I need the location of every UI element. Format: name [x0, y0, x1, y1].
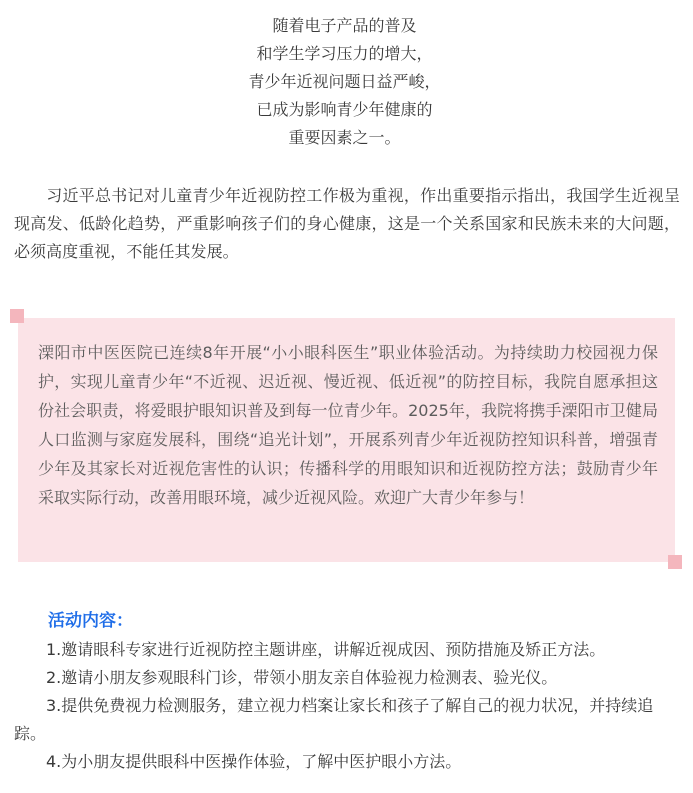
intro-line: 和学生学习压力的增大，: [256, 44, 433, 63]
highlight-box-text: 溧阳市中医医院已连续8年开展“小小眼科医生”职业体验活动。为持续助力校园视力保护，实现儿童青少年“不近视、迟近视、慢近视、低近视”的防控目标，我院自愿承担这份社会职责，将爱眼护眼知识普及到每一位青少年。2025年，我院将携手溧阳市卫健局人口监测与家庭发展科，围绕“追光计划”，开展系列青少年近视防控知识科普，增强青少年及其家长对近视危害性的认识；传播科学的用眼知识和近视防控方法；鼓励青少年采取实际行动，改善用眼环境，减少近视风险。欢迎广大青少年参与！: [38, 343, 658, 507]
body-paragraph-text: 习近平总书记对儿童青少年近视防控工作极为重视，作出重要指示指出，我国学生近视呈现高发、低龄化趋势，严重影响孩子们的身心健康，这是一个关系国家和民族未来的大问题，必须高度重视，不能任其发展。: [14, 186, 680, 261]
intro-line: 已成为影响青少年健康的: [256, 100, 433, 119]
intro-line: 随着电子产品的普及: [272, 16, 417, 35]
list-item: 1.邀请眼科专家进行近视防控主题讲座，讲解近视成因、预防措施及矫正方法。: [46, 640, 606, 659]
body-paragraph: [14, 182, 680, 266]
corner-square-top-left: [10, 309, 24, 323]
activities-list: [14, 636, 680, 776]
list-item: 3.提供免费视力检测服务，建立视力档案让家长和孩子了解自己的视力状况，并持续追踪。: [14, 696, 654, 743]
intro-line: 青少年近视问题日益严峻，: [248, 72, 441, 91]
list-item: 2.邀请小朋友参观眼科门诊，带领小朋友亲自体验视力检测表、验光仪。: [46, 668, 558, 687]
list-item: 4.为小朋友提供眼科中医操作体验，了解中医护眼小方法。: [46, 752, 462, 771]
intro-line: 重要因素之一。: [288, 128, 401, 147]
intro-verse: [0, 12, 693, 152]
activities-title: 活动内容：: [48, 611, 133, 631]
corner-square-bottom-right: [668, 555, 682, 569]
